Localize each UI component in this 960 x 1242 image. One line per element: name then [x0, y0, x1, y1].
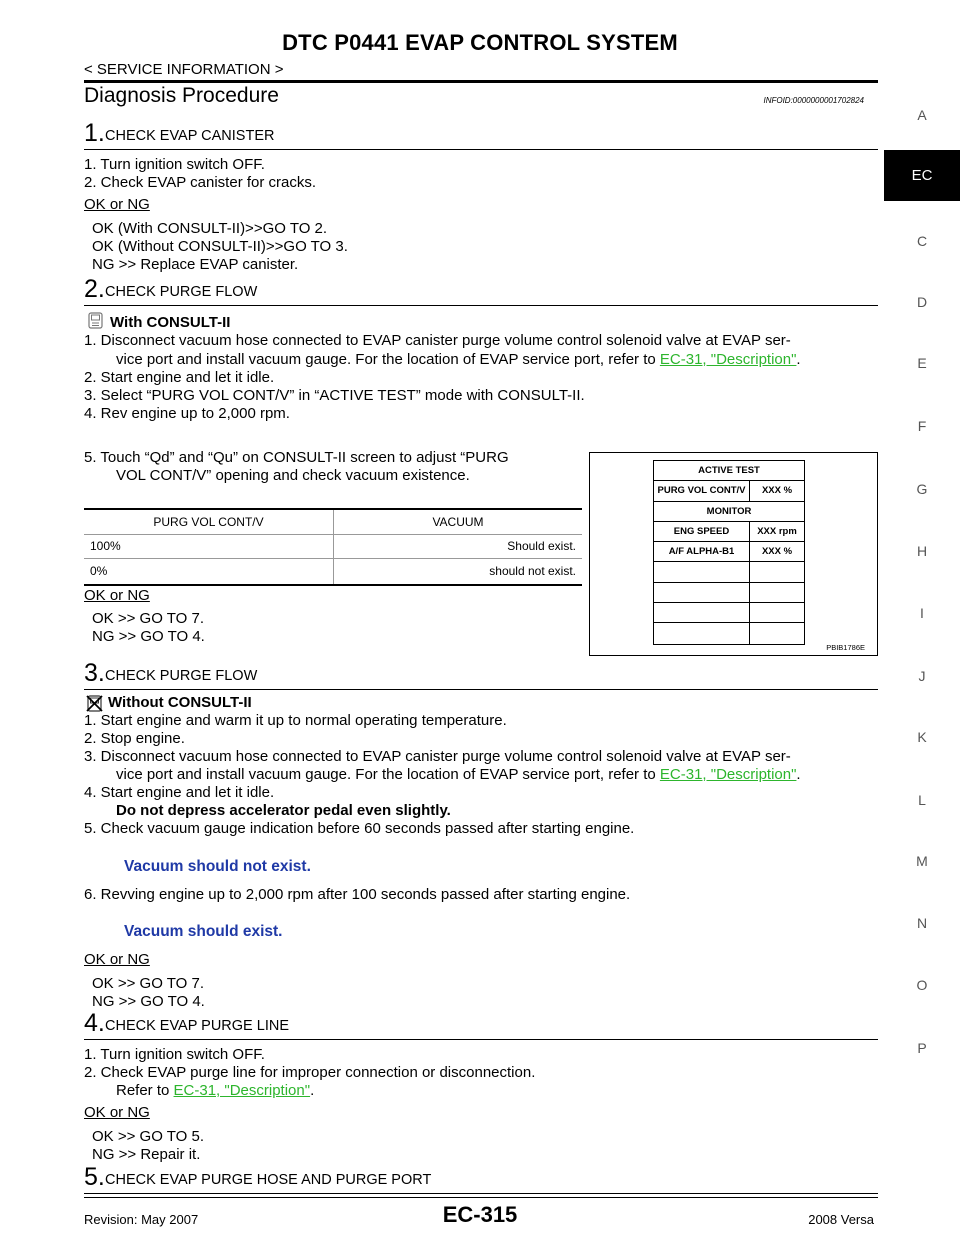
section-tab-g[interactable]: G: [916, 481, 928, 497]
figure-id: PBIB1786E: [826, 643, 865, 652]
section-tab-d[interactable]: D: [916, 294, 928, 310]
screen-cell: ENG SPEED: [654, 522, 750, 541]
step-line: 1. Disconnect vacuum hose connected to EVAP canister purge volume control solenoid valve at EVAP ser-: [84, 332, 791, 349]
caution-text: Do not depress accelerator pedal even slightly.: [116, 802, 451, 819]
screen-row: [654, 603, 804, 623]
table-cell: Should exist.: [507, 539, 576, 554]
step-line: 2. Check EVAP canister for cracks.: [84, 174, 317, 191]
step-title: CHECK PURGE FLOW: [105, 668, 258, 684]
section-tab-k[interactable]: K: [917, 729, 927, 745]
spec-table: [84, 508, 582, 586]
table-cell: 0%: [84, 559, 334, 584]
step-number: 4.: [84, 1009, 105, 1037]
ok-ng-label: OK or NG: [84, 587, 150, 604]
step-line: vice port and install vacuum gauge. For the location of EVAP service port, refer to EC-31, "Description".: [116, 351, 801, 368]
screen-row: [654, 461, 804, 481]
screen-cell: [750, 603, 804, 622]
screen-row: [654, 522, 804, 542]
reference-link[interactable]: EC-31, "Description": [659, 766, 797, 783]
step-line: VOL CONT/V” opening and check vacuum existence.: [116, 467, 470, 484]
step-line: vice port and install vacuum gauge. For the location of EVAP service port, refer to EC-31, "Description".: [116, 766, 801, 783]
screen-title: MONITOR: [706, 505, 752, 517]
ok-ng-label: OK or NG: [84, 951, 150, 968]
table-header-row: [84, 510, 582, 535]
step-2-header: [84, 275, 878, 306]
screen-cell: [750, 562, 804, 581]
screen-cell: [654, 623, 750, 643]
section-tab-f[interactable]: F: [917, 418, 927, 434]
screen-cell: [654, 603, 750, 622]
page-number: EC-315: [442, 1202, 518, 1227]
step-line: 3. Select “PURG VOL CONT/V” in “ACTIVE TEST” mode with CONSULT-II.: [84, 387, 585, 404]
step-title: CHECK PURGE FLOW: [105, 284, 258, 300]
screen-row: [654, 562, 804, 582]
result-line: NG >> Replace EVAP canister.: [92, 256, 299, 273]
section-tab-p[interactable]: P: [917, 1040, 927, 1056]
table-row: [84, 535, 582, 560]
reference-link[interactable]: EC-31, "Description": [173, 1082, 311, 1099]
table-cell: 100%: [84, 535, 334, 559]
step-number: 5.: [84, 1163, 105, 1191]
step-line: 4. Rev engine up to 2,000 rpm.: [84, 405, 290, 422]
step-text: Refer to: [116, 1082, 174, 1099]
step-text: vice port and install vacuum gauge. For the location of EVAP service port, refer to: [116, 766, 660, 783]
page-heading: Diagnosis Procedure: [84, 84, 279, 107]
section-tab-j[interactable]: J: [918, 668, 926, 684]
step-title: CHECK EVAP PURGE HOSE AND PURGE PORT: [105, 1172, 432, 1188]
section-tab-c[interactable]: C: [916, 233, 928, 249]
table-header-cell: PURG VOL CONT/V: [84, 510, 334, 534]
screen-cell: XXX rpm: [757, 526, 797, 538]
document-title: DTC P0441 EVAP CONTROL SYSTEM: [282, 30, 678, 55]
screen-cell: [654, 562, 750, 581]
table-row: [84, 559, 582, 584]
ok-ng-label: OK or NG: [84, 1104, 150, 1121]
revision-date: Revision: May 2007: [84, 1212, 199, 1227]
screen-cell: [750, 623, 804, 643]
screen-row: [654, 583, 804, 603]
consult-screen-figure: [589, 452, 878, 656]
step-1-header: [84, 119, 878, 150]
step-line: 1. Turn ignition switch OFF.: [84, 156, 265, 173]
section-tab-m[interactable]: M: [916, 853, 928, 869]
screen-row: [654, 481, 804, 501]
screen-cell: A/F ALPHA-B1: [654, 542, 750, 561]
table-header-cell: VACUUM: [432, 514, 484, 529]
section-tab-ec-active[interactable]: EC: [884, 150, 960, 201]
step-title: CHECK EVAP CANISTER: [105, 128, 275, 144]
screen-cell: XXX %: [761, 546, 793, 558]
step-line: 2. Check EVAP purge line for improper connection or disconnection.: [84, 1064, 536, 1081]
info-id: INFOID:0000000001702824: [763, 96, 864, 105]
step-number: 1.: [84, 119, 105, 147]
result-line: OK (Without CONSULT-II)>>GO TO 3.: [92, 238, 348, 255]
result-line: OK >> GO TO 7.: [92, 975, 204, 992]
section-tab-n[interactable]: N: [916, 915, 928, 931]
step-number: 3.: [84, 659, 105, 687]
spec-text: Vacuum should not exist.: [124, 858, 311, 875]
screen-cell: PURG VOL CONT/V: [654, 481, 750, 500]
result-line: OK (With CONSULT-II)>>GO TO 2.: [92, 220, 328, 237]
result-line: OK >> GO TO 7.: [92, 610, 204, 627]
step-line: 2. Start engine and let it idle.: [84, 369, 275, 386]
step-line: 1. Turn ignition switch OFF.: [84, 1046, 265, 1063]
table-cell: should not exist.: [489, 564, 576, 579]
section-tab-h[interactable]: H: [916, 543, 928, 559]
step-line: 5. Touch “Qd” and “Qu” on CONSULT-II screen to adjust “PURG: [84, 449, 509, 466]
result-line: OK >> GO TO 5.: [92, 1128, 204, 1145]
header-rule: [84, 80, 878, 83]
active-test-screen: [653, 460, 805, 645]
model-year: 2008 Versa: [808, 1212, 874, 1227]
step-line: Refer to EC-31, "Description".: [116, 1082, 315, 1099]
mode-label: Without CONSULT-II: [108, 694, 252, 711]
section-label: < SERVICE INFORMATION >: [84, 61, 284, 78]
step-line: 5. Check vacuum gauge indication before 60 seconds passed after starting engine.: [84, 820, 635, 837]
step-3-header: [84, 659, 878, 690]
step-line: 6. Revving engine up to 2,000 rpm after 100 seconds passed after starting engine.: [84, 886, 631, 903]
section-tab-e[interactable]: E: [917, 355, 927, 371]
result-line: NG >> GO TO 4.: [92, 628, 205, 645]
section-tab-l[interactable]: L: [918, 792, 926, 808]
section-tab-o[interactable]: O: [916, 977, 928, 993]
step-line: 4. Start engine and let it idle.: [84, 784, 275, 801]
reference-link[interactable]: EC-31, "Description": [659, 351, 797, 368]
footer-rule: [84, 1197, 878, 1198]
result-line: NG >> GO TO 4.: [92, 993, 205, 1010]
screen-cell: [654, 583, 750, 602]
step-line: 2. Stop engine.: [84, 730, 185, 747]
result-line: NG >> Repair it.: [92, 1146, 201, 1163]
step-line: 3. Disconnect vacuum hose connected to EVAP canister purge volume control solenoid valve at EVAP ser-: [84, 748, 791, 765]
step-5-header: [84, 1163, 878, 1194]
screen-row: [654, 502, 804, 522]
screen-title: ACTIVE TEST: [698, 465, 760, 477]
screen-cell: XXX %: [761, 485, 793, 497]
step-title: CHECK EVAP PURGE LINE: [105, 1018, 289, 1034]
step-text: vice port and install vacuum gauge. For the location of EVAP service port, refer to: [116, 351, 660, 368]
spec-text: Vacuum should exist.: [124, 923, 283, 940]
step-number: 2.: [84, 275, 105, 303]
ok-ng-label: OK or NG: [84, 196, 150, 213]
mode-label: With CONSULT-II: [110, 314, 231, 331]
step-4-header: [84, 1009, 878, 1040]
consult-icon: [87, 312, 104, 329]
screen-cell: [750, 583, 804, 602]
screen-row: [654, 542, 804, 562]
screen-row: [654, 623, 804, 643]
section-tab-a[interactable]: A: [917, 107, 927, 123]
step-line: 1. Start engine and warm it up to normal operating temperature.: [84, 712, 507, 729]
section-tab-i[interactable]: I: [920, 605, 924, 621]
no-consult-icon: [86, 695, 103, 712]
